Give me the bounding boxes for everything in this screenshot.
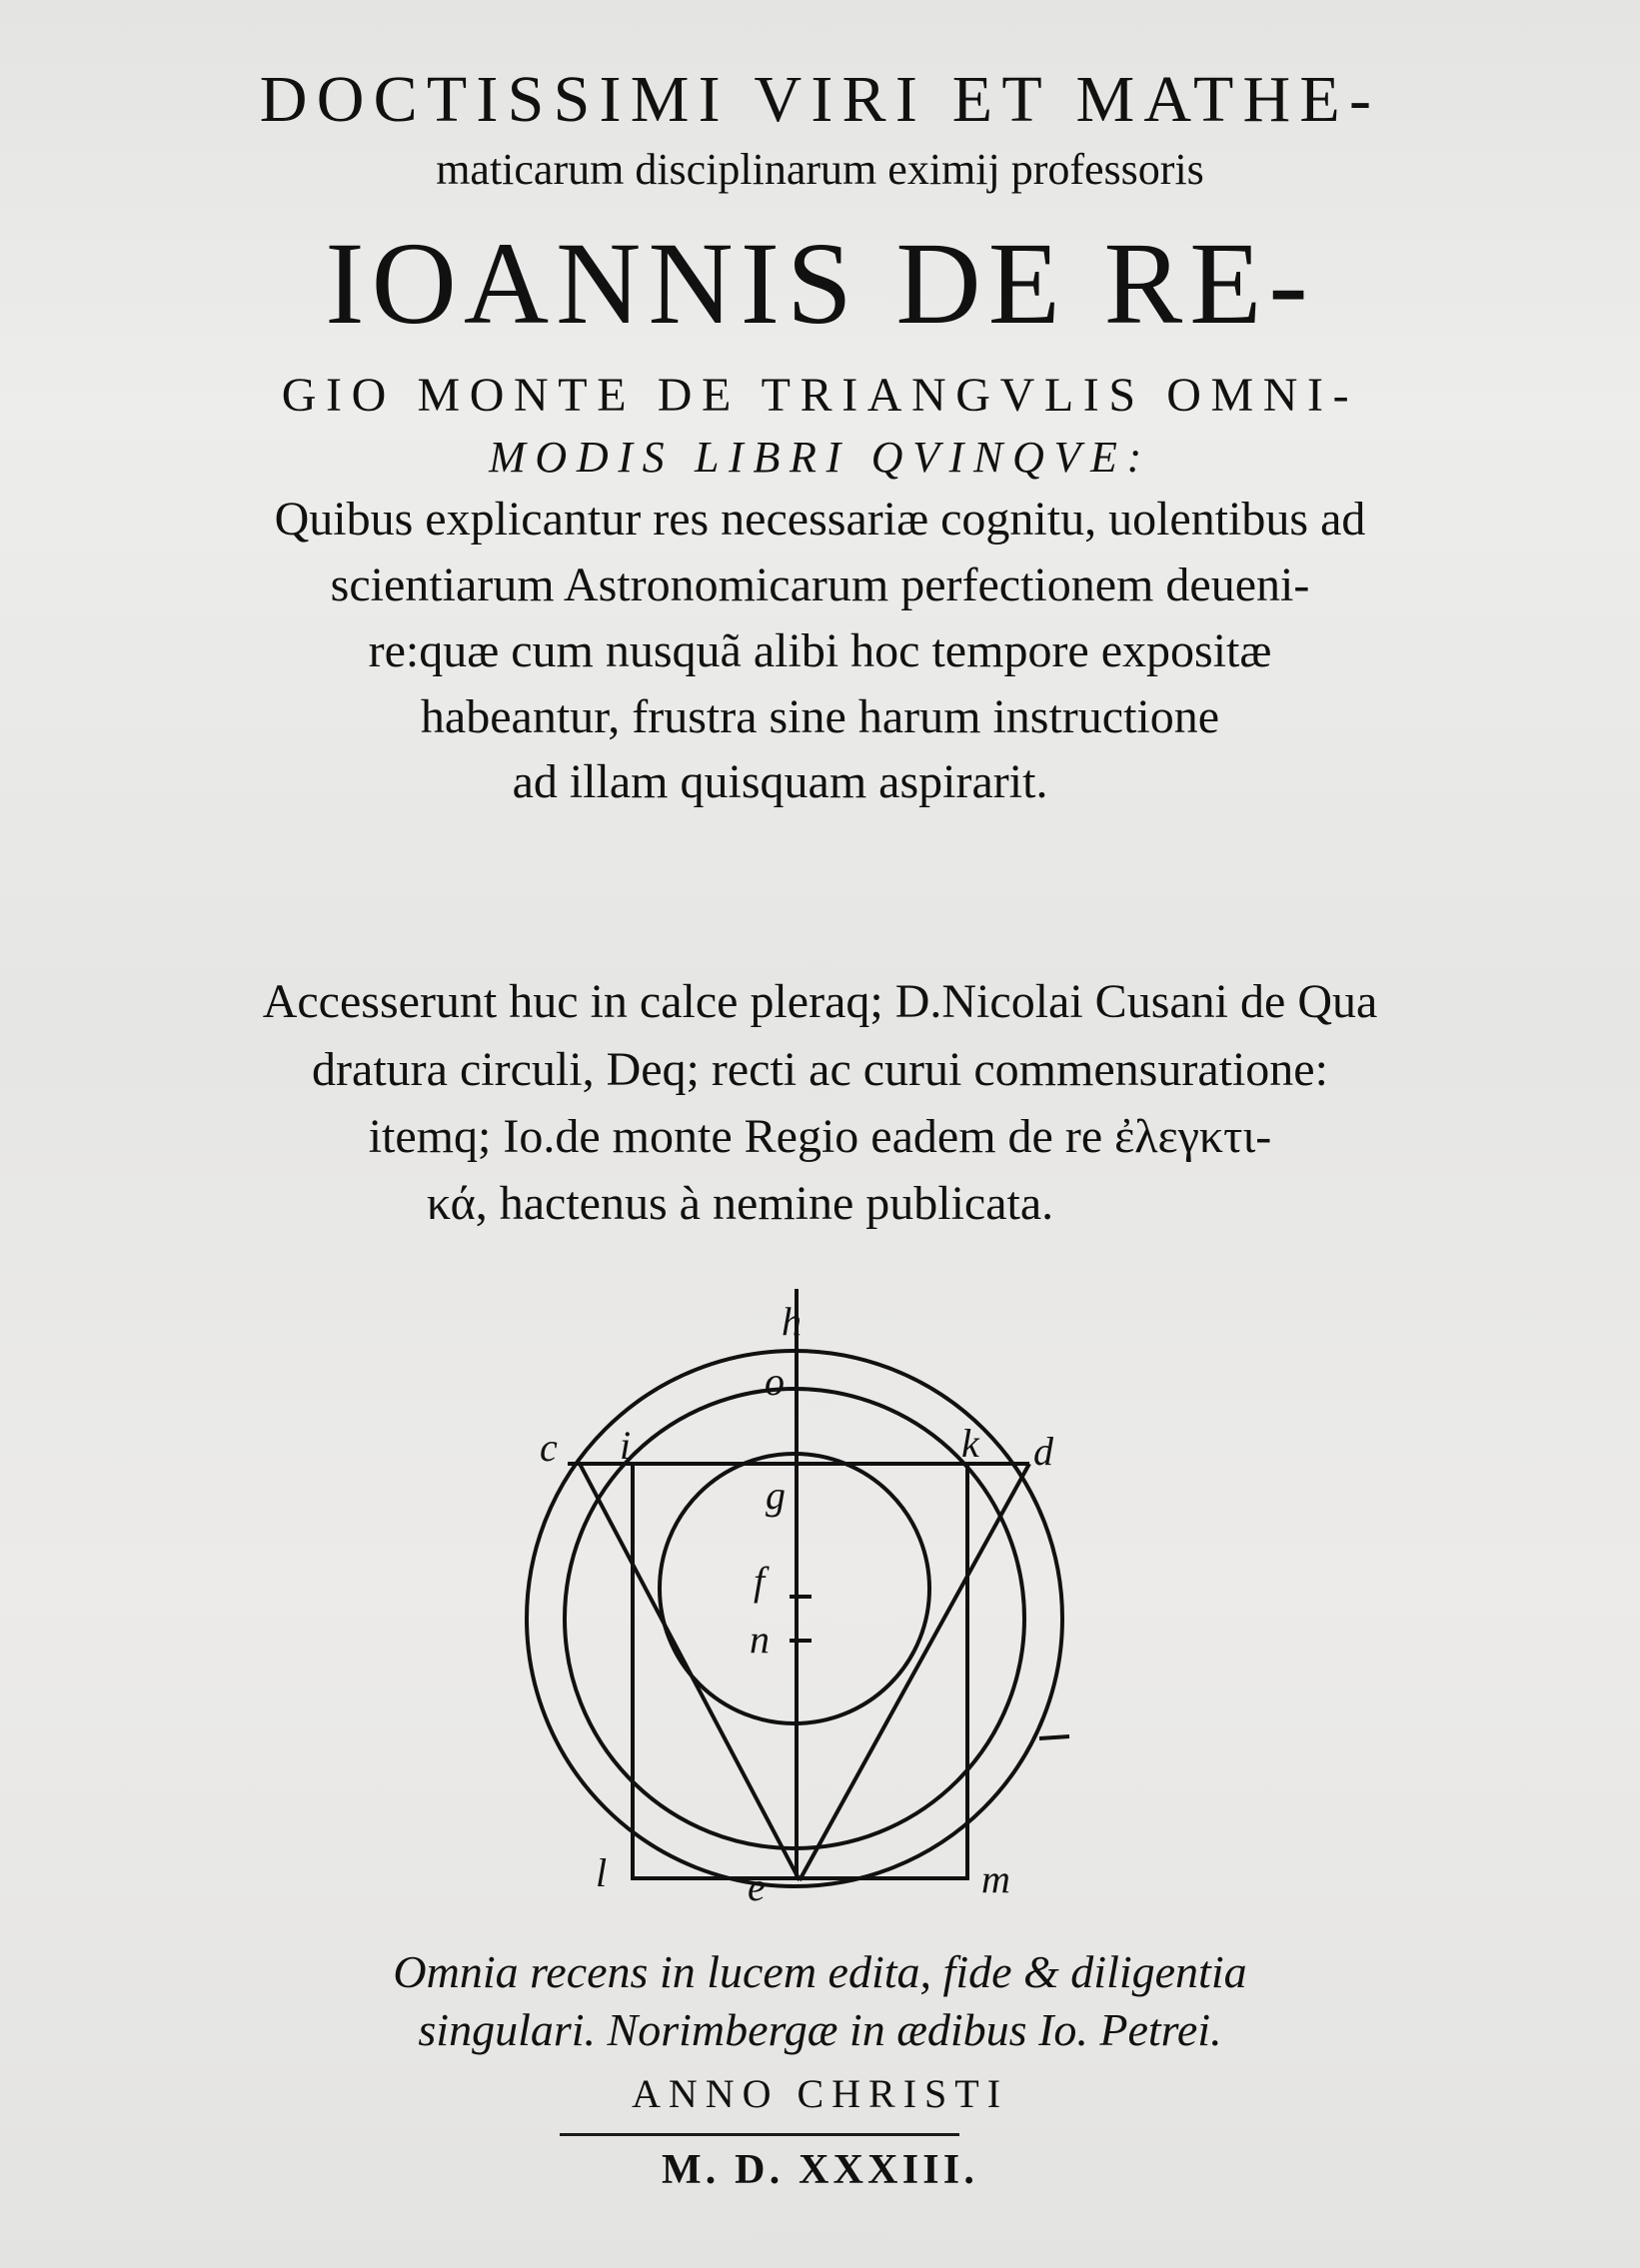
description-line-4: habeantur, frustra sine harum instructione: [420, 690, 1220, 743]
title-line-1: DOCTISSIMI VIRI ET MATHE-: [259, 63, 1381, 136]
title-line-2: maticarum disciplinarum eximij professoris: [436, 145, 1204, 194]
title-line-4: GIO MONTE DE TRIANGVLIS OMNI-: [281, 369, 1359, 422]
label-m: m: [981, 1856, 1010, 1901]
addendum-line-4: κά, hactenus à nemine publicata.: [426, 1177, 1054, 1230]
label-e: e: [748, 1864, 766, 1909]
author-name: IOANNIS DE RE-: [325, 218, 1315, 349]
addendum-line-1: Accesserunt huc in calce pleraq; D.Nicolai Cusani de Qua: [262, 975, 1378, 1028]
label-i: i: [620, 1423, 632, 1468]
title-line-5: MODIS LIBRI QVINQVE:: [489, 433, 1151, 482]
label-h: h: [782, 1299, 802, 1344]
label-l: l: [596, 1850, 608, 1895]
imprint-line-2: singulari. Norimbergæ in ædibus Io. Petrei.: [418, 2004, 1222, 2055]
triangle-left: [580, 1464, 800, 1880]
description-line-2: scientiarum Astronomicarum perfectionem deueni-: [330, 559, 1310, 611]
imprint-line-1: Omnia recens in lucem edita, fide & diligentia: [393, 1946, 1247, 1997]
label-o: o: [765, 1359, 785, 1404]
label-n: n: [750, 1617, 770, 1662]
imprint-rule: [560, 2133, 959, 2136]
label-k: k: [961, 1421, 979, 1466]
description-line-5: ad illam quisquam aspirarit.: [512, 755, 1048, 808]
label-c: c: [540, 1425, 558, 1470]
label-d: d: [1033, 1429, 1053, 1474]
addendum-line-2: dratura circuli, Deq; recti ac curui commensuratione:: [312, 1043, 1328, 1096]
margin-mark: [1039, 1736, 1069, 1738]
description-line-3: re:quæ cum nusquã alibi hoc tempore expositæ: [368, 624, 1272, 677]
description-line-1: Quibus explicantur res necessariæ cognitu, uolentibus ad: [274, 493, 1366, 546]
imprint-year-label: ANNO CHRISTI: [631, 2071, 1009, 2116]
addendum-line-3: itemq; Io.de monte Regio eadem de re ἐλεγκτι-: [368, 1110, 1272, 1163]
imprint-year: M. D. XXXIII.: [661, 2147, 979, 2193]
label-g: g: [766, 1473, 786, 1518]
label-f: f: [754, 1559, 766, 1604]
